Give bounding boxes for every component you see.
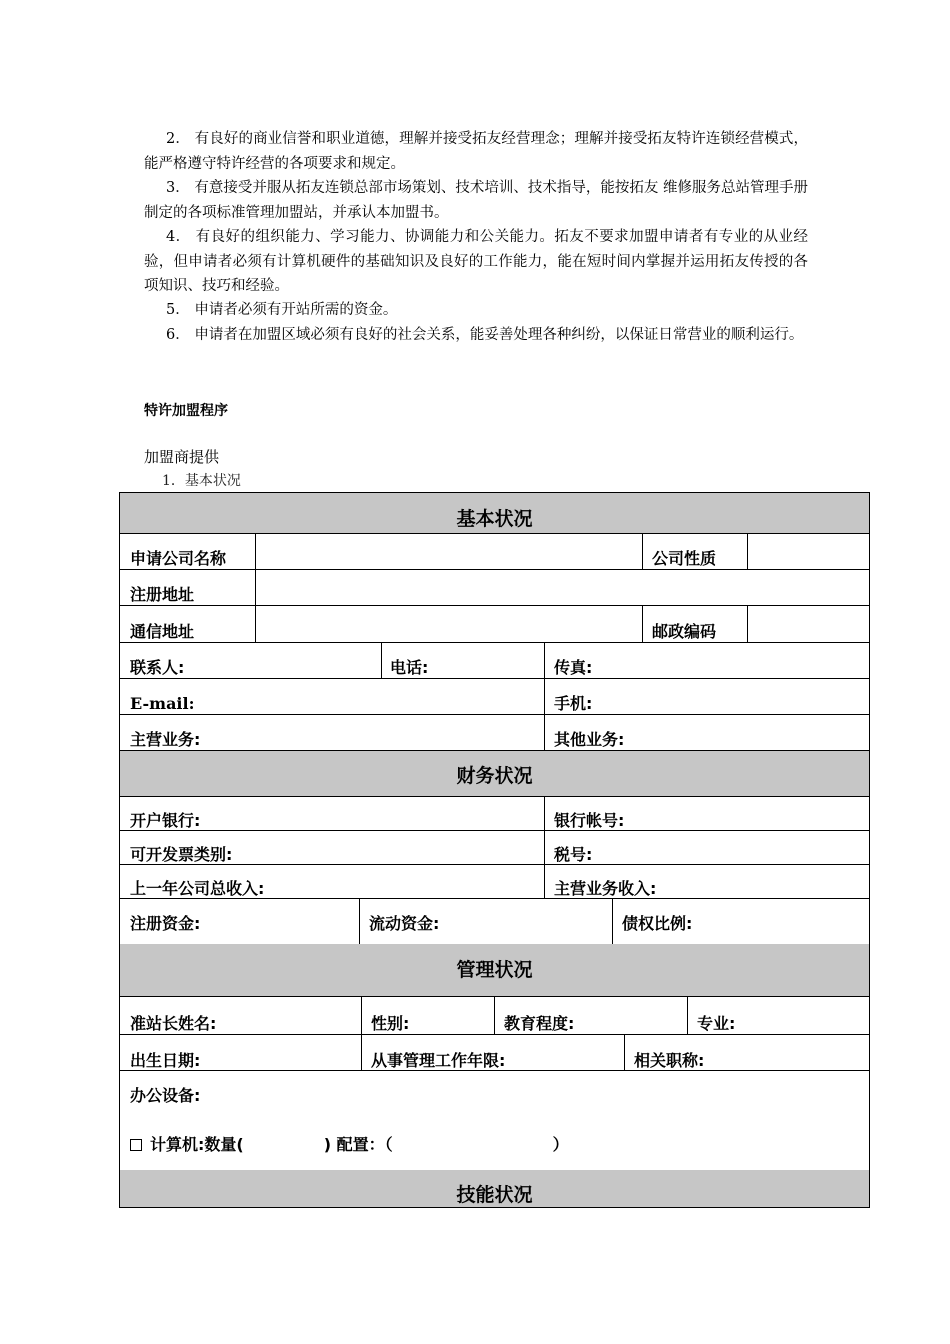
section-header-basic: 基本状况	[120, 493, 869, 534]
label-mobile: 手机:	[554, 694, 593, 713]
label-last-income: 上一年公司总收入:	[130, 879, 265, 898]
label-major: 专业:	[697, 1014, 736, 1033]
row-divider	[120, 714, 869, 715]
col-divider	[612, 898, 613, 944]
col-divider	[381, 642, 382, 678]
section-heading: 特许加盟程序	[144, 403, 228, 419]
requirement-paragraph-3: 3． 有意接受并服从拓友连锁总部市场策划、技术培训、技术指导，能按拓友 维修服务总站管理手册制定的各项标准管理加盟站，并承认本加盟书。	[144, 180, 808, 221]
label-mgmt-years: 从事管理工作年限:	[371, 1051, 506, 1070]
label-gender: 性别:	[371, 1014, 410, 1033]
requirement-paragraph-2: 2． 有良好的商业信誉和职业道德，理解并接受拓友经营理念；理解并接受拓友特许连锁经营模式，能严格遵守特许经营的各项要求和规定。	[144, 131, 808, 172]
col-divider	[544, 797, 545, 898]
section-header-skill: 技能状况	[120, 1170, 869, 1207]
row-divider	[120, 678, 869, 679]
label-other-business: 其他业务:	[554, 730, 625, 749]
label-account: 银行帐号:	[554, 811, 625, 830]
label-invoice-type: 可开发票类别:	[130, 845, 233, 864]
col-divider	[255, 534, 256, 642]
label-company-name: 申请公司名称	[130, 549, 227, 568]
field-mail-address[interactable]	[257, 606, 641, 641]
label-office-equipment: 办公设备:	[130, 1086, 201, 1105]
col-divider	[494, 997, 495, 1034]
col-divider	[642, 605, 643, 642]
computer-row	[130, 1136, 569, 1154]
row-divider	[120, 864, 869, 865]
label-postcode: 邮政编码	[652, 622, 717, 641]
label-education: 教育程度:	[504, 1014, 575, 1033]
col-divider	[544, 642, 545, 750]
label-company-type: 公司性质	[652, 549, 717, 568]
label-computer: 计算机:数量(	[150, 1135, 244, 1154]
application-form	[119, 492, 870, 1208]
label-config-close: ）	[552, 1135, 569, 1154]
row-divider	[120, 1070, 869, 1071]
label-email: E-mail:	[130, 694, 195, 713]
field-company-name[interactable]	[257, 535, 641, 568]
col-divider	[642, 534, 643, 569]
label-phone: 电话:	[390, 658, 429, 677]
label-birth-date: 出生日期:	[130, 1051, 201, 1070]
requirement-paragraph-4: 4． 有良好的组织能力、学习能力、协调能力和公关能力。拓友不要求加盟申请者有专业的从业经验，但申请者必须有计算机硬件的基础知识及良好的工作能力，能在短时间内掌握并运用拓友传授的各项知识、技巧和经验。	[144, 229, 808, 294]
col-divider	[747, 605, 748, 642]
col-divider	[359, 898, 360, 944]
col-divider	[624, 1034, 625, 1070]
field-reg-address[interactable]	[257, 570, 868, 604]
field-postcode[interactable]	[749, 606, 868, 641]
label-reg-capital: 注册资金:	[130, 914, 201, 933]
section-header-finance: 财务状况	[120, 750, 869, 797]
list-item-basic: 1．基本状况	[162, 473, 241, 489]
label-main-income: 主营业务收入:	[554, 879, 657, 898]
section-header-management: 管理状况	[120, 944, 869, 997]
col-divider	[687, 997, 688, 1034]
label-debt-ratio: 债权比例:	[622, 914, 693, 933]
label-config: ) 配置：（	[323, 1135, 393, 1154]
label-mail-address: 通信地址	[130, 622, 195, 641]
label-bank: 开户银行:	[130, 811, 201, 830]
label-contact: 联系人:	[130, 658, 185, 677]
label-tax-no: 税号:	[554, 845, 593, 864]
col-divider	[361, 997, 362, 1070]
requirement-paragraph-6: 6． 申请者在加盟区域必须有良好的社会关系，能妥善处理各种纠纷，以保证日常营业的顺利运行。	[166, 327, 804, 343]
label-fax: 传真:	[554, 658, 593, 677]
row-divider	[120, 898, 869, 899]
label-title: 相关职称:	[634, 1051, 705, 1070]
requirement-paragraph-5: 5． 申请者必须有开站所需的资金。	[166, 302, 398, 318]
row-divider	[120, 830, 869, 831]
label-working-capital: 流动资金:	[369, 914, 440, 933]
col-divider	[747, 534, 748, 569]
computer-checkbox[interactable]	[130, 1139, 142, 1151]
row-divider	[120, 642, 869, 643]
label-reg-address: 注册地址	[130, 585, 195, 604]
label-main-business: 主营业务:	[130, 730, 201, 749]
field-company-type[interactable]	[749, 535, 868, 568]
label-manager-name: 准站长姓名:	[130, 1014, 217, 1033]
row-divider	[120, 1034, 869, 1035]
provider-label: 加盟商提供	[144, 448, 220, 466]
